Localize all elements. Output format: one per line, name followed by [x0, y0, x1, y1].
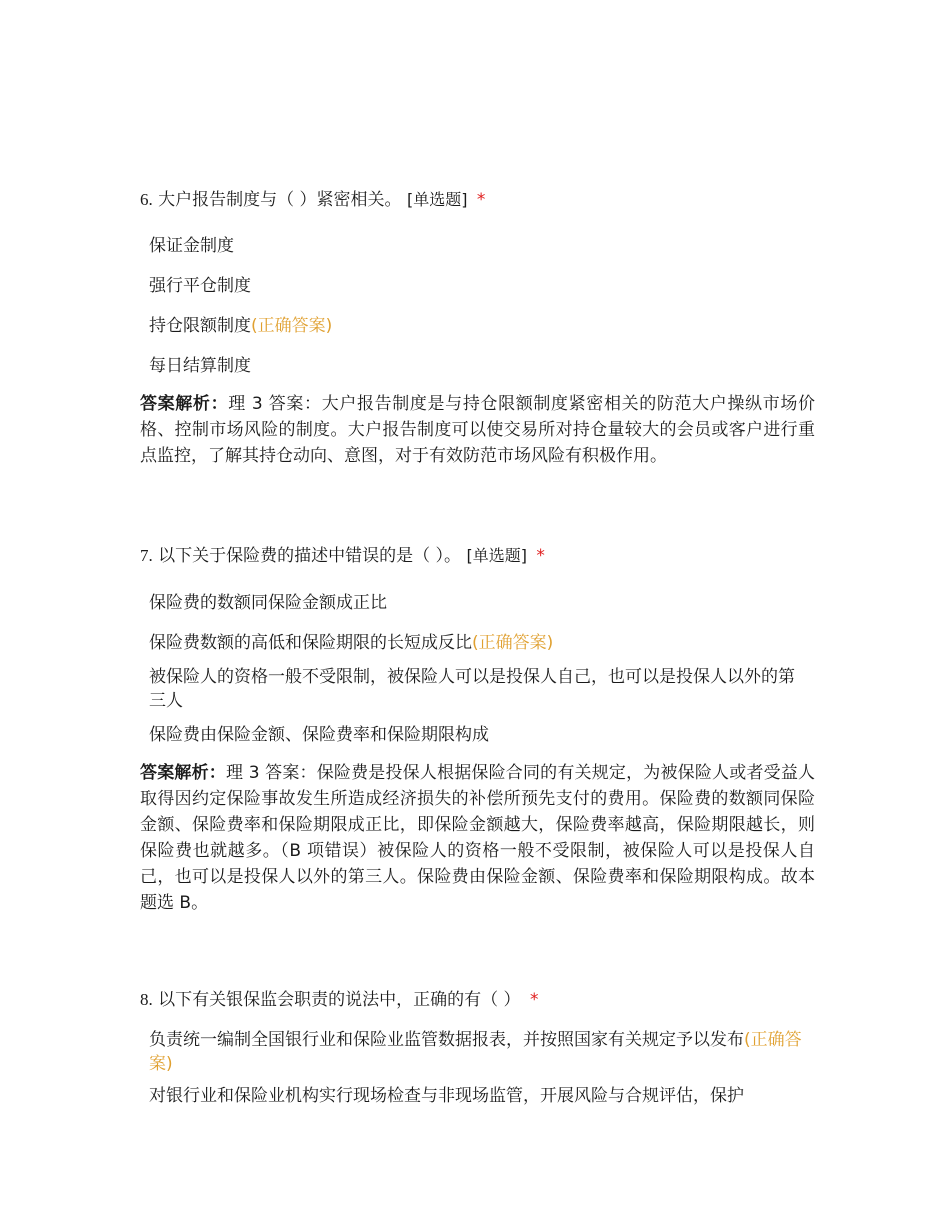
option-label: 强行平仓制度 — [149, 276, 251, 296]
question-type-tag: [单选题] — [406, 190, 468, 209]
option-label: 保证金制度 — [149, 236, 234, 256]
option-list — [140, 234, 815, 378]
answer-analysis — [140, 391, 815, 469]
question-6 — [140, 188, 815, 469]
question-title — [140, 188, 815, 212]
question-title — [140, 988, 815, 1012]
question-text: 大户报告制度与（ ）紧密相关。 — [158, 190, 402, 210]
option-item[interactable] — [140, 665, 809, 713]
option-label: 保险费由保险金额、保险费率和保险期限构成 — [149, 725, 489, 745]
required-mark: * — [476, 190, 486, 210]
question-type-tag: [单选题] — [466, 546, 527, 565]
question-text: 以下关于保险费的描述中错误的是（ ）。 — [158, 546, 462, 566]
question-number: 8. — [140, 990, 153, 1009]
option-item[interactable] — [140, 314, 809, 338]
option-label: 负责统一编制全国银行业和保险业监管数据报表，并按照国家有关规定予以发布 — [149, 1030, 744, 1050]
option-label: 保险费的数额同保险金额成正比 — [149, 593, 387, 613]
question-title — [140, 544, 815, 568]
analysis-text: 理 3 答案：保险费是投保人根据保险合同的有关规定，为被保险人或者受益人取得因约定保险事故发生所造成经济损失的补偿所预先支付的费用。保险费的数额同保险金额、保险费率和保险期限成正比，即保险金额越大，保险费率越高，保险期限越长，则保险费也就越多。（B 项错误）被保险人的资格一般不受限制，被保险人可以是投保人自己，也可以是投保人以外的第三人。保险费由保险金额、保险费率和保险期限构成。故本题选 B。 — [140, 763, 816, 913]
question-text: 以下有关银保监会职责的说法中，正确的有（ ） — [158, 990, 521, 1010]
correct-answer-tag: (正确答案) — [251, 316, 333, 336]
question-7 — [140, 544, 815, 916]
question-8 — [140, 988, 815, 1116]
option-item[interactable] — [140, 1084, 809, 1108]
correct-answer-tag: (正确答案) — [472, 633, 554, 653]
option-item[interactable] — [140, 723, 809, 747]
option-list — [140, 591, 815, 747]
option-item[interactable] — [140, 354, 809, 378]
analysis-text: 理 3 答案：大户报告制度是与持仓限额制度紧密相关的防范大户操纵市场价格、控制市场风险的制度。大户报告制度可以使交易所对持仓量较大的会员或客户进行重点监控，了解其持仓动向、意图，对于有效防范市场风险有积极作用。 — [140, 394, 816, 466]
option-list — [140, 1028, 815, 1108]
required-mark: * — [536, 546, 545, 566]
option-item[interactable] — [140, 274, 809, 298]
analysis-label: 答案解析： — [140, 763, 226, 783]
answer-analysis — [140, 760, 815, 916]
option-label: 保险费数额的高低和保险期限的长短成反比 — [149, 633, 472, 653]
option-label: 对银行业和保险业机构实行现场检查与非现场监管，开展风险与合规评估，保护 — [149, 1086, 744, 1106]
option-label: 每日结算制度 — [149, 356, 251, 376]
option-item[interactable] — [140, 234, 809, 258]
analysis-label: 答案解析： — [140, 394, 229, 414]
option-item[interactable] — [140, 591, 809, 615]
question-number: 7. — [140, 546, 153, 565]
option-label: 持仓限额制度 — [149, 316, 251, 336]
option-label: 被保险人的资格一般不受限制，被保险人可以是投保人自己，也可以是投保人以外的第三人 — [149, 667, 795, 711]
required-mark: * — [529, 990, 539, 1010]
option-item[interactable] — [140, 1028, 809, 1076]
option-item[interactable] — [140, 631, 809, 655]
correct-answer-tag: (正确答案) — [149, 1030, 802, 1074]
question-number: 6. — [140, 190, 153, 209]
